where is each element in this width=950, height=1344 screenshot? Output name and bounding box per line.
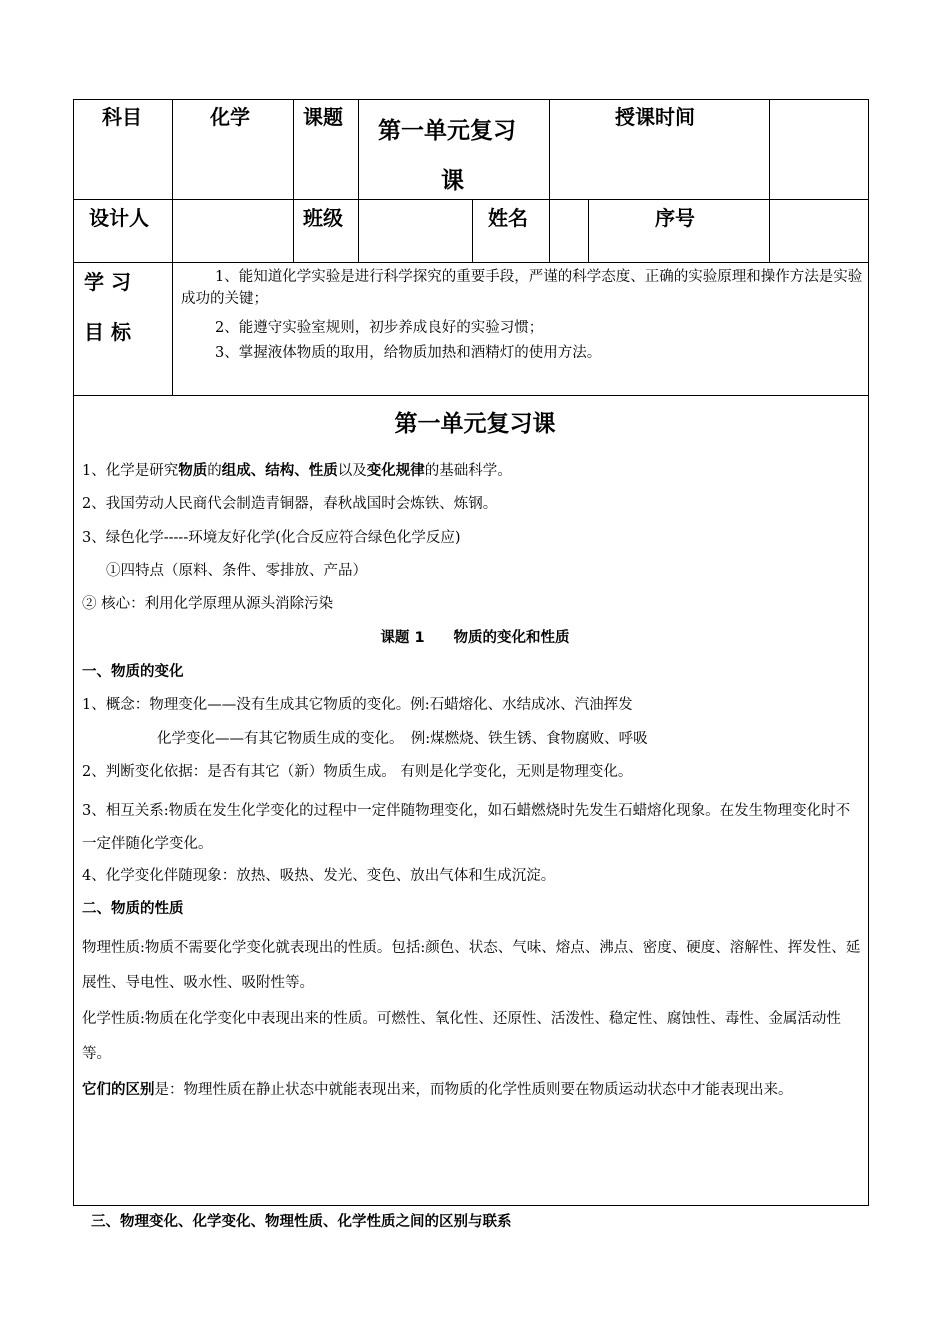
section2-heading: 二、物质的性质 [82, 901, 184, 917]
lesson-title: 课题 1 物质的变化和性质 [380, 630, 570, 646]
subject-value: 化学 [210, 105, 250, 129]
col-divider-7 [588, 199, 589, 263]
topic-value-line2: 课 [441, 168, 464, 194]
row-divider-3 [73, 395, 869, 396]
col-divider-1 [172, 99, 173, 396]
objectives-label-line2: 目 标 [84, 320, 131, 344]
section3-heading: 三、物理变化、化学变化、物理性质、化学性质之间的区别与联系 [91, 1214, 512, 1230]
subject-label: 科目 [102, 105, 142, 129]
intro-point-3: 3、绿色化学-----环境友好化学(化合反应符合绿色化学反应) [82, 530, 461, 546]
intro-point-5: ② 核心：利用化学原理从源头消除污染 [82, 596, 334, 612]
section1-line1: 1、概念：物理变化——没有生成其它物质的变化。例:石蜡熔化、水结成冰、汽油挥发 [82, 697, 633, 713]
intro-point-2: 2、我国劳动人民商代会制造青铜器，春秋战国时会炼铁、炼钢。 [82, 496, 498, 512]
designer-label: 设计人 [89, 206, 149, 230]
chemical-properties: 化学性质:物质在化学变化中表现出来的性质。可燃性、氧化性、还原性、活泼性、稳定性、腐蚀性、毒性、金属活动性等。 [82, 1011, 841, 1062]
row-divider-2 [73, 262, 869, 263]
section1-heading: 一、物质的变化 [82, 664, 184, 680]
objective-item-3: 3、掌握液体物质的取用，给物质加热和酒精灯的使用方法。 [215, 345, 602, 361]
class-label: 班级 [303, 206, 343, 230]
physical-properties: 物理性质:物质不需要化学变化就表现出的性质。包括:颜色、状态、气味、熔点、沸点、密度、硬度、溶解性、挥发性、延展性、导电性、吸水性、吸附性等。 [82, 940, 861, 991]
difference-text: 是：物理性质在静止状态中就能表现出来，而物质的化学性质则要在物质运动状态中才能表现出来。 [154, 1082, 793, 1098]
objective-item-2: 2、能遵守实验室规则，初步养成良好的实验习惯； [215, 320, 544, 336]
intro-1-b: 物质 [178, 463, 208, 479]
section1-line2: 化学变化——有其它物质生成的变化。 例:煤燃烧、铁生锈、食物腐败、呼吸 [157, 731, 648, 747]
difference-label: 它们的区别 [82, 1082, 155, 1098]
objectives-label-line1: 学 习 [84, 270, 131, 294]
table-border-bottom [73, 1205, 869, 1206]
intro-1-g: 的基础科学。 [424, 463, 512, 479]
col-divider-5 [769, 99, 770, 263]
intro-point-4: ①四特点（原料、条件、零排放、产品） [106, 563, 367, 579]
teaching-time-label: 授课时间 [615, 105, 695, 129]
sequence-label: 序号 [655, 206, 695, 230]
col-divider-2 [293, 99, 294, 263]
topic-value-line1: 第一单元复习 [378, 118, 516, 144]
intro-1-f: 变化规律 [366, 463, 425, 479]
row-divider-1 [73, 199, 869, 200]
col-divider-3 [358, 99, 359, 263]
intro-1-c: 的 [207, 463, 222, 479]
table-border-left [73, 99, 74, 1206]
intro-1-a: 1、化学是研究 [82, 463, 179, 479]
section1-line3: 2、判断变化依据：是否有其它（新）物质生成。 有则是化学变化，无则是物理变化。 [82, 764, 633, 780]
objective-item-1: 1、能知道化学实验是进行科学探究的重要手段，严谨的科学态度、正确的实验原理和操作方法是实验成功的关键； [181, 269, 863, 307]
table-border-top [73, 99, 869, 100]
intro-1-e: 以及 [337, 463, 367, 479]
name-label: 姓名 [488, 206, 528, 230]
table-border-right [868, 99, 869, 1206]
main-title: 第一单元复习课 [394, 411, 556, 437]
intro-1-d: 组成、结构、性质 [221, 463, 338, 479]
section1-line5: 4、化学变化伴随现象：放热、吸热、发光、变色、放出气体和生成沉淀。 [82, 868, 556, 884]
intro-point-1 [82, 460, 862, 482]
col-divider-4 [549, 99, 550, 263]
topic-label: 课题 [303, 105, 343, 129]
col-divider-6 [472, 199, 473, 263]
properties-difference [82, 1073, 862, 1108]
section1-line4: 3、相互关系:物质在发生化学变化的过程中一定伴随物理变化，如石蜡燃烧时先发生石蜡熔化现象。在发生物理变化时不一定伴随化学变化。 [82, 803, 851, 852]
